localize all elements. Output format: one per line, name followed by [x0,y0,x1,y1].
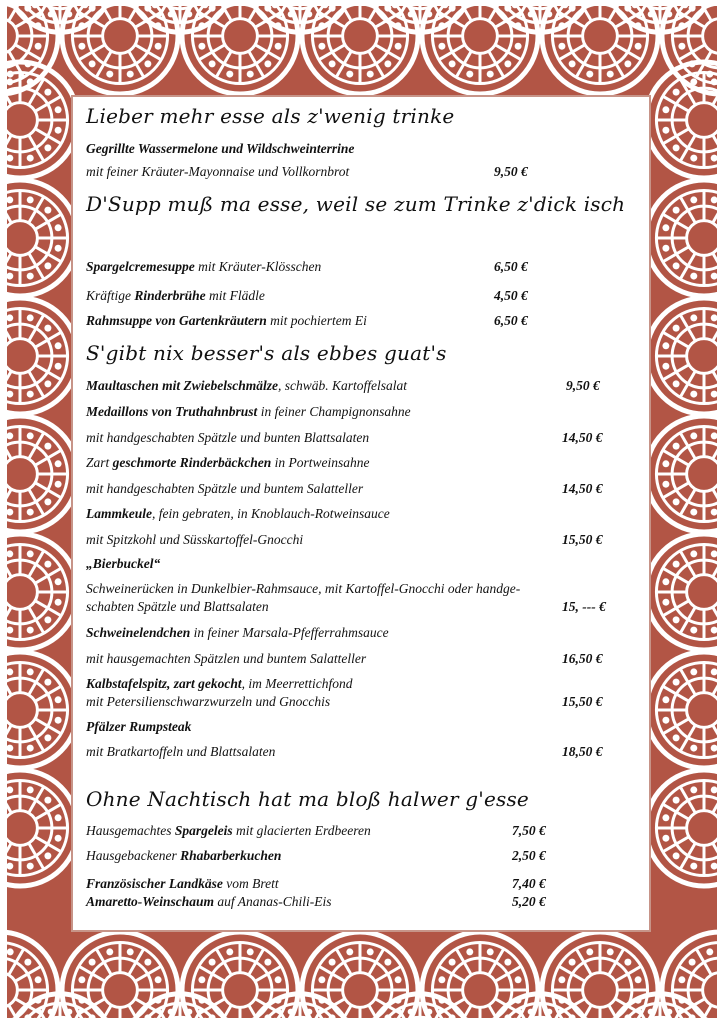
item-text: Gegrillte Wassermelone und Wildschweinterrine [86,141,355,156]
item-text: mit Bratkartoffeln und Blattsalaten [86,744,276,759]
item-text: Rahmsuppe von Gartenkräutern mit pochiertem Ei [86,313,367,328]
item-text: Hausgemachtes Spargeleis mit glacierten Erdbeeren [86,823,371,838]
heading-mains: S'gibt nix besser's als ebbes guat's [86,341,447,365]
item-price: 14,50 € [562,430,603,445]
item-text: mit feiner Kräuter-Mayonnaise und Vollkornbrot [86,164,350,179]
item-price: 15,50 € [562,532,603,547]
heading-desserts: Ohne Nachtisch hat ma bloß halwer g'esse [86,787,529,811]
item-text: Amaretto-Weinschaum auf Ananas-Chili-Eis [86,894,332,909]
item-text: Französischer Landkäse vom Brett [86,876,279,891]
item-price: 15, --- € [562,599,606,614]
item-text: Lammkeule, fein gebraten, in Knoblauch-Rotweinsauce [86,506,390,521]
item-text: mit Spitzkohl und Süsskartoffel-Gnocchi [86,532,304,547]
item-text: Kalbstafelspitz, zart gekocht, im Meerrettichfond [86,676,353,691]
item-price: 7,50 € [512,823,546,838]
item-price: 9,50 € [494,164,528,179]
item-price: 16,50 € [562,651,603,666]
item-text: Zart geschmorte Rinderbäckchen in Portweinsahne [86,455,370,470]
item-price: 6,50 € [494,313,528,328]
item-text: Spargelcremesuppe mit Kräuter-Klösschen [86,259,322,274]
item-text: Schweinerücken in Dunkelbier-Rahmsauce, mit Kartoffel-Gnocchi oder handge- [86,581,521,596]
item-text: mit hausgemachten Spätzlen und buntem Salatteller [86,651,367,666]
item-text: Medaillons von Truthahnbrust in feiner Champignonsahne [86,404,411,419]
item-price: 4,50 € [494,288,528,303]
item-price: 14,50 € [562,481,603,496]
item-price: 6,50 € [494,259,528,274]
item-text: schabten Spätzle und Blattsalaten [86,599,269,614]
item-text: „Bierbuckel“ [86,556,161,571]
item-price: 7,40 € [512,876,546,891]
item-text: Kräftige Rinderbrühe mit Flädle [86,288,265,303]
item-text: mit handgeschabten Spätzle und buntem Salatteller [86,481,364,496]
item-price: 18,50 € [562,744,603,759]
item-price: 9,50 € [566,378,600,393]
item-text: Hausgebackener Rhabarberkuchen [86,848,282,863]
item-text: Pfälzer Rumpsteak [86,719,192,734]
heading-soups: D'Supp muß ma esse, weil se zum Trinke z'dick isch [86,192,626,216]
item-price: 15,50 € [562,694,603,709]
item-text: mit Petersilienschwarzwurzeln und Gnocchis [86,694,331,709]
item-text: Schweinelendchen in feiner Marsala-Pfefferrahmsauce [86,625,389,640]
item-price: 5,20 € [512,894,546,909]
item-text: Maultaschen mit Zwiebelschmälze, schwäb. Kartoffelsalat [86,378,408,393]
item-text: mit handgeschabten Spätzle und bunten Blattsalaten [86,430,370,445]
heading-starter: Lieber mehr esse als z'wenig trinke [86,104,455,128]
item-price: 2,50 € [512,848,546,863]
